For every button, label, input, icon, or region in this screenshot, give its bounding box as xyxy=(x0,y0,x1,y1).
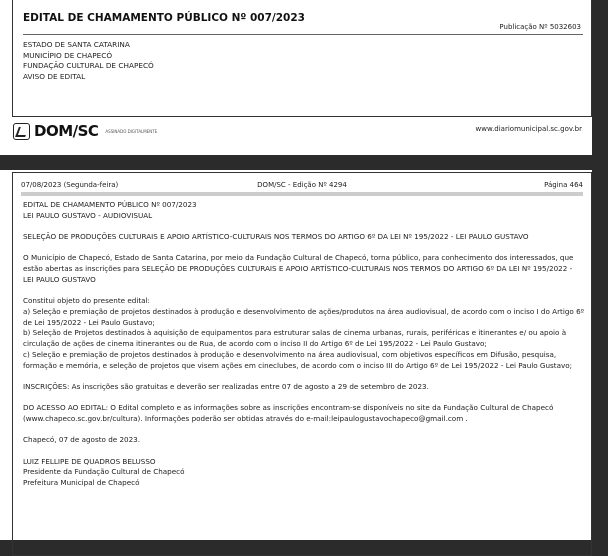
header-edition: DOM/SC - Edição Nº 4294 xyxy=(257,181,347,189)
paragraph xyxy=(23,457,585,489)
previous-page xyxy=(0,0,592,155)
logo-subtitle: ASSINADO DIGITALMENTE xyxy=(105,128,158,134)
text-line: a) Seleção e premiação de projetos destinados à produção e desenvolvimento de ações/produtos na área audiovisual, de acordo com o inciso I do Artigo 6º de Lei 195/2022 - Lei Paulo Gustavo; xyxy=(23,306,585,327)
line: FUNDAÇÃO CULTURAL DE CHAPECÓ xyxy=(23,61,154,71)
paragraph xyxy=(23,232,585,243)
current-page xyxy=(0,170,592,540)
divider xyxy=(23,34,583,35)
content-box xyxy=(12,196,592,556)
line: ESTADO DE SANTA CATARINA xyxy=(23,40,130,49)
notice-title: EDITAL DE CHAMAMENTO PÚBLICO Nº 007/2023 xyxy=(23,12,305,24)
paragraph xyxy=(23,253,585,285)
text-line: DO ACESSO AO EDITAL: O Edital completo e as informações sobre as inscrições encontram-se disponíveis no site da Fundação Cultural de Chapecó (www.chapeco.sc.gov.br/cultura). Informações poderão ser obtidas através do e-mail:leipaulogustavochapeco@gmail.com . xyxy=(23,403,554,423)
text-line: c) Seleção e premiação de projetos destinados à produção e desenvolvimento na área audiovisual, com objetivos específicos em Difusão, pesquisa, formação e memória, e seleção de projetos que visem ações em cineclubes, de acordo com o inciso III do Artigo 6º de Lei 195/2022 - Lei Paulo Gustavo; xyxy=(23,349,573,370)
text-line: b) Seleção de Projetos destinados à aquisição de equipamentos para estruturar salas de cinema urbanas, rurais, periféricas e itinerantes e/ ou apoio à circulação de ações de cinema itinerantes ou de Rua, de acordo com o inciso II do Artigo 6º de Lei 195/2022 - Lei Paulo Gustavo; xyxy=(23,328,567,349)
text-line: EDITAL DE CHAMAMENTO PÚBLICO Nº 007/2023 xyxy=(23,200,197,209)
document-body xyxy=(23,200,585,500)
site-url[interactable]: www.diariomunicipal.sc.gov.br xyxy=(475,125,582,133)
text-line: Prefeitura Municipal de Chapecó xyxy=(23,478,140,488)
text-line: Constitui objeto do presente edital: xyxy=(23,296,150,306)
notice-box xyxy=(12,0,592,117)
publication-number: Publicação Nº 5032603 xyxy=(499,23,581,31)
paragraph xyxy=(23,403,585,424)
header-date: 07/08/2023 (Segunda-feira) xyxy=(21,181,119,189)
text-line: INSCRIÇÕES: As inscrições são gratuitas e deverão ser realizadas entre 07 de agosto a 29 de setembro de 2023. xyxy=(23,381,429,391)
header-page: Página 464 xyxy=(544,181,583,189)
logo-icon xyxy=(13,123,30,140)
text-line: SELEÇÃO DE PRODUÇÕES CULTURAIS E APOIO ARTÍSTICO-CULTURAIS NOS TERMOS DO ARTIGO 6º DA LEI Nº 195/2022 - LEI PAULO GUSTAVO xyxy=(23,232,529,242)
dom-sc-logo xyxy=(13,122,157,140)
logo-text: DOM/SC xyxy=(34,122,99,140)
paragraph xyxy=(23,200,585,221)
text-line: Chapecó, 07 de agosto de 2023. xyxy=(23,435,141,445)
notice-lines xyxy=(23,40,154,82)
page-header xyxy=(12,172,592,196)
text-line: Presidente da Fundação Cultural de Chapecó xyxy=(23,467,185,477)
text-line: O Município de Chapecó, Estado de Santa Catarina, por meio da Fundação Cultural de Chapecó, torna público, para conhecimento dos interessados, que estão abertas as inscrições para SELEÇÃO DE PRODUÇÕES CULTURAIS E APOIO ARTÍSTICO-CULTURAIS NOS TERMOS DO ARTIGO 6º DA LEI Nº 195/2022 - LEI PAULO GUSTAVO xyxy=(23,253,574,284)
paragraph xyxy=(23,382,585,393)
line: MUNICÍPIO DE CHAPECÓ xyxy=(23,50,113,60)
text-line: LUIZ FELLIPE DE QUADROS BELUSSO xyxy=(23,456,156,466)
line: AVISO DE EDITAL xyxy=(23,71,86,81)
paragraph xyxy=(23,435,585,446)
text-line: LEI PAULO GUSTAVO - AUDIOVISUAL xyxy=(23,210,153,220)
paragraph xyxy=(23,296,585,371)
